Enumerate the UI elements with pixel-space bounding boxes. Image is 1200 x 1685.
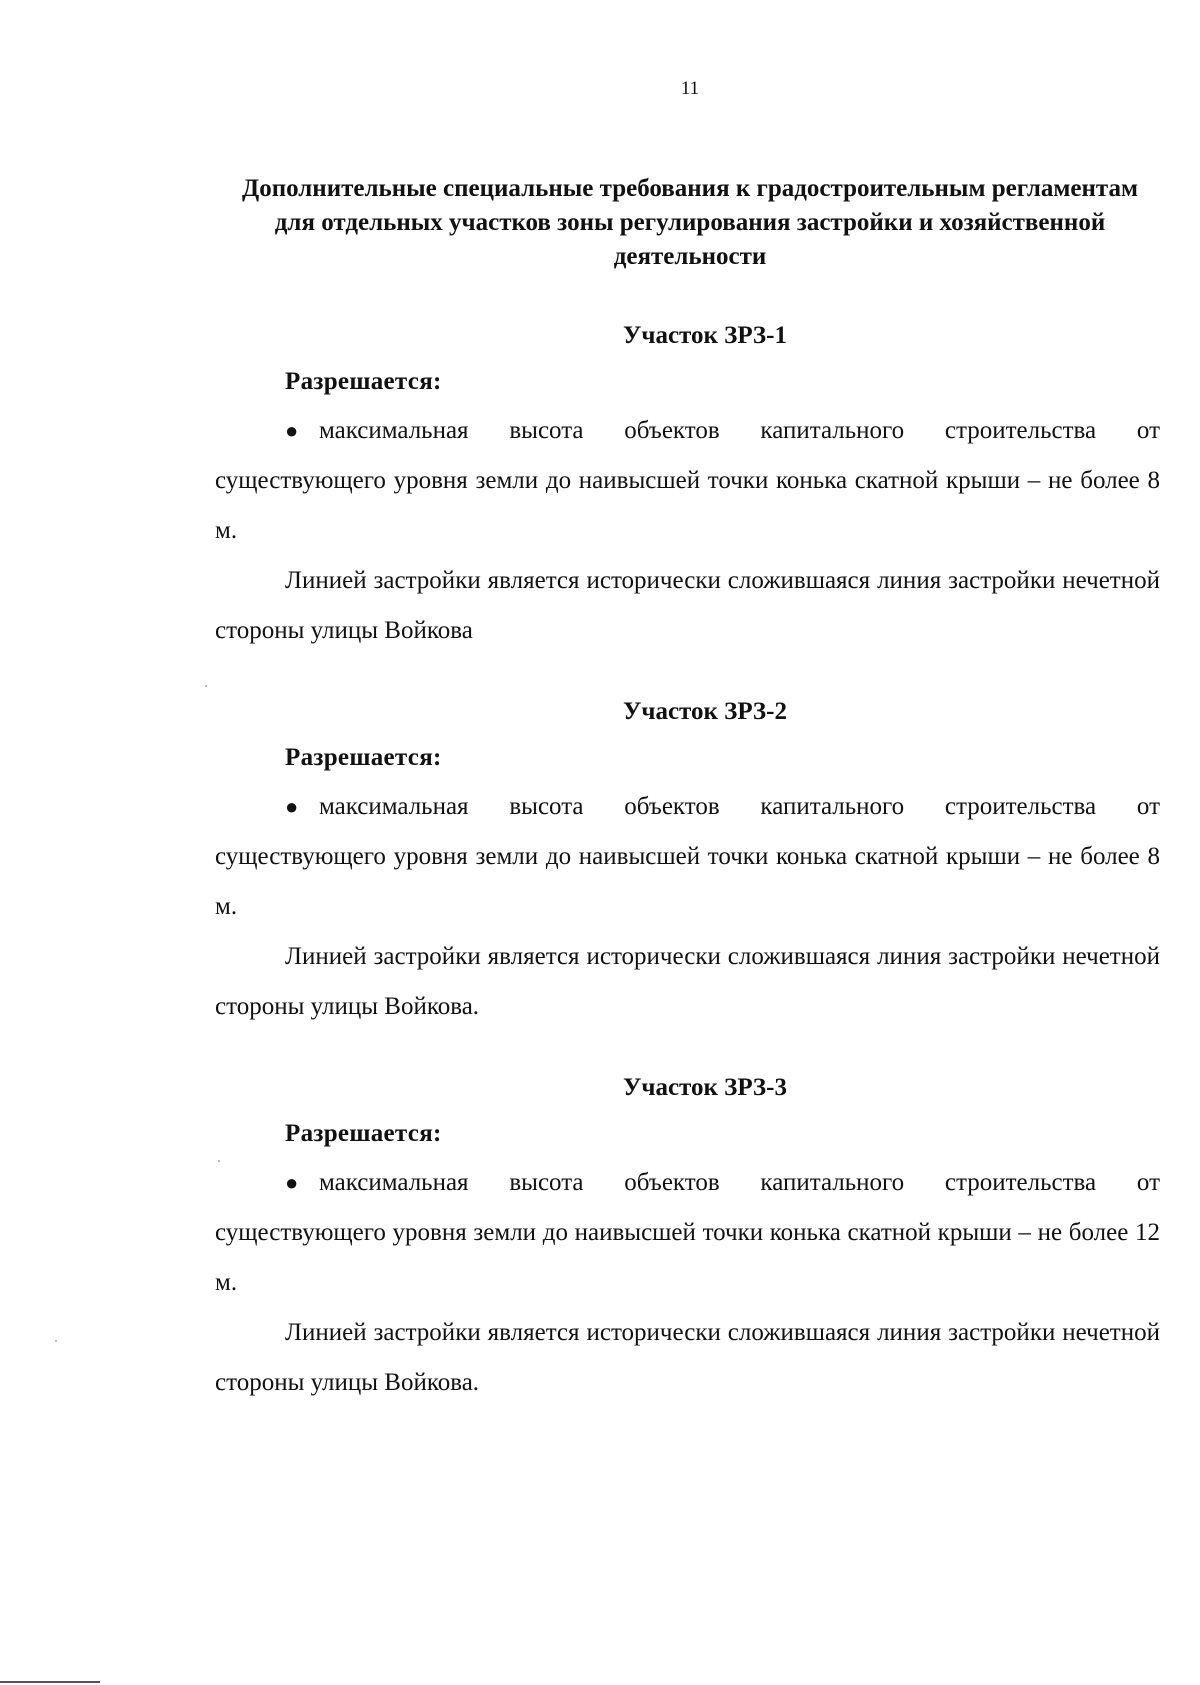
allowed-label: Разрешается: <box>285 368 442 395</box>
requirement-text: максимальная высота объектов капитального строительства от существующего уровня земли до наивысшей точки конька скатной крыши – не более 8 м. <box>215 793 1160 920</box>
section-heading: Участок ЗРЗ-2 <box>623 698 787 725</box>
bullet-icon: ● <box>285 418 299 443</box>
section-zrz-1 <box>215 320 1160 656</box>
requirement-text: максимальная высота объектов капитального строительства от существующего уровня земли до наивысшей точки конька скатной крыши – не более 12 м. <box>215 1169 1160 1296</box>
bullet-icon: ● <box>285 794 299 819</box>
section-zrz-2 <box>215 696 1160 1032</box>
document-title: Дополнительные специальные требования к градостроительным регламентам для отдельных участков зоны регулирования застройки и хозяйственной деятельности <box>242 175 1138 270</box>
allowed-label: Разрешается: <box>285 744 442 771</box>
section-heading: Участок ЗРЗ-1 <box>623 322 787 349</box>
scan-edge-line <box>0 1681 100 1683</box>
scan-speck <box>55 1340 57 1342</box>
building-line-text: Линией застройки является исторически сложившаяся линия застройки нечетной стороны улицы Войкова. <box>215 943 1160 1020</box>
allowed-label: Разрешается: <box>285 1120 442 1147</box>
requirement-item <box>215 1158 1160 1308</box>
scan-speck <box>218 1160 220 1162</box>
section-zrz-3 <box>215 1072 1160 1408</box>
building-line-text: Линией застройки является исторически сложившаяся линия застройки нечетной стороны улицы Войкова <box>215 567 1160 644</box>
requirement-text: максимальная высота объектов капитального строительства от существующего уровня земли до наивысшей точки конька скатной крыши – не более 8 м. <box>215 417 1160 544</box>
section-heading: Участок ЗРЗ-3 <box>623 1074 787 1101</box>
requirement-item <box>215 782 1160 932</box>
scan-speck <box>205 685 207 687</box>
requirement-item <box>215 406 1160 556</box>
bullet-icon: ● <box>285 1170 299 1195</box>
page-number: 11 <box>680 78 700 99</box>
building-line-text: Линией застройки является исторически сложившаяся линия застройки нечетной стороны улицы Войкова. <box>215 1319 1160 1396</box>
